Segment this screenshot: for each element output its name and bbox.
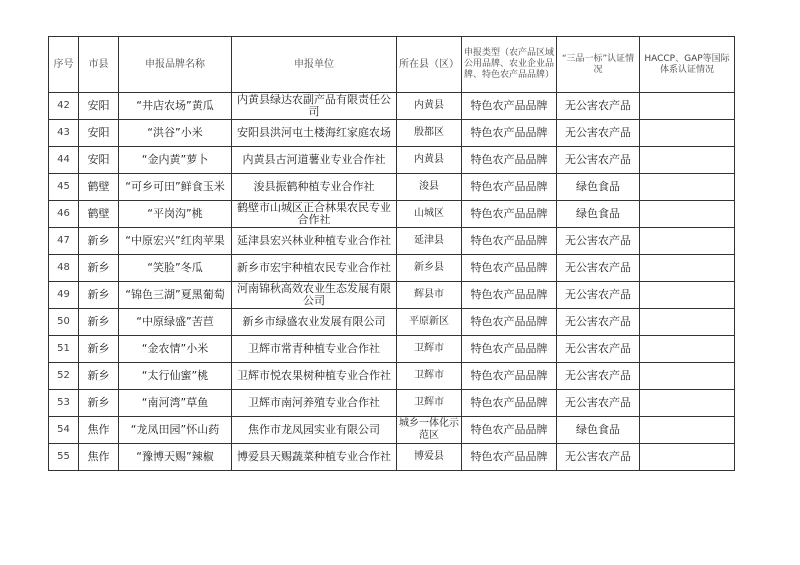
cell-city: 安阳 bbox=[79, 120, 119, 147]
cell-county: 山城区 bbox=[397, 201, 462, 228]
cell-brand: “金农情”小米 bbox=[119, 336, 232, 363]
cell-intl bbox=[640, 363, 735, 390]
cell-unit: 卫辉市南河养殖专业合作社 bbox=[232, 390, 397, 417]
cell-brand: “平岗沟”桃 bbox=[119, 201, 232, 228]
cell-cert: 无公害农产品 bbox=[557, 390, 640, 417]
cell-city: 新乡 bbox=[79, 363, 119, 390]
header-county: 所在县（区） bbox=[397, 37, 462, 93]
cell-unit: 安阳县洪河屯土楼海红家庭农场 bbox=[232, 120, 397, 147]
table-body bbox=[49, 93, 735, 471]
cell-cert: 无公害农产品 bbox=[557, 255, 640, 282]
table-row bbox=[49, 228, 735, 255]
brand-application-table-page bbox=[48, 36, 734, 471]
cell-city: 新乡 bbox=[79, 282, 119, 309]
cell-county: 浚县 bbox=[397, 174, 462, 201]
cell-type: 特色农产品品牌 bbox=[462, 201, 557, 228]
cell-unit: 浚县振鹤种植专业合作社 bbox=[232, 174, 397, 201]
cell-seq: 47 bbox=[49, 228, 79, 255]
table-row bbox=[49, 255, 735, 282]
cell-city: 焦作 bbox=[79, 417, 119, 444]
cell-intl bbox=[640, 174, 735, 201]
cell-city: 新乡 bbox=[79, 336, 119, 363]
header-cert: “三品一标”认证情况 bbox=[557, 37, 640, 93]
cell-county: 卫辉市 bbox=[397, 363, 462, 390]
cell-county: 内黄县 bbox=[397, 147, 462, 174]
cell-seq: 50 bbox=[49, 309, 79, 336]
cell-type: 特色农产品品牌 bbox=[462, 228, 557, 255]
cell-type: 特色农产品品牌 bbox=[462, 417, 557, 444]
table-row bbox=[49, 390, 735, 417]
cell-cert: 无公害农产品 bbox=[557, 309, 640, 336]
cell-cert: 绿色食品 bbox=[557, 201, 640, 228]
cell-unit: 新乡市绿盛农业发展有限公司 bbox=[232, 309, 397, 336]
cell-type: 特色农产品品牌 bbox=[462, 444, 557, 471]
cell-brand: “龙凤田园”怀山药 bbox=[119, 417, 232, 444]
cell-cert: 无公害农产品 bbox=[557, 228, 640, 255]
cell-brand: “南河湾”草鱼 bbox=[119, 390, 232, 417]
cell-cert: 无公害农产品 bbox=[557, 282, 640, 309]
header-unit: 申报单位 bbox=[232, 37, 397, 93]
cell-seq: 46 bbox=[49, 201, 79, 228]
cell-intl bbox=[640, 417, 735, 444]
cell-city: 安阳 bbox=[79, 93, 119, 120]
cell-brand: “可乡可田”鲜食玉米 bbox=[119, 174, 232, 201]
header-brand: 申报品牌名称 bbox=[119, 37, 232, 93]
cell-type: 特色农产品品牌 bbox=[462, 336, 557, 363]
cell-cert: 绿色食品 bbox=[557, 417, 640, 444]
cell-type: 特色农产品品牌 bbox=[462, 147, 557, 174]
table-row bbox=[49, 309, 735, 336]
cell-cert: 绿色食品 bbox=[557, 174, 640, 201]
cell-brand: “中原宏兴”红肉苹果 bbox=[119, 228, 232, 255]
cell-unit: 新乡市宏宇种植农民专业合作社 bbox=[232, 255, 397, 282]
cell-county: 城乡一体化示范区 bbox=[397, 417, 462, 444]
cell-seq: 55 bbox=[49, 444, 79, 471]
cell-county: 殷都区 bbox=[397, 120, 462, 147]
cell-intl bbox=[640, 147, 735, 174]
cell-brand: “豫博天赐”辣椒 bbox=[119, 444, 232, 471]
cell-cert: 无公害农产品 bbox=[557, 336, 640, 363]
cell-intl bbox=[640, 120, 735, 147]
cell-type: 特色农产品品牌 bbox=[462, 93, 557, 120]
cell-type: 特色农产品品牌 bbox=[462, 255, 557, 282]
cell-unit: 卫辉市悦农果树种植专业合作社 bbox=[232, 363, 397, 390]
cell-seq: 44 bbox=[49, 147, 79, 174]
table-row bbox=[49, 282, 735, 309]
cell-intl bbox=[640, 255, 735, 282]
header-intl: HACCP、GAP等国际体系认证情况 bbox=[640, 37, 735, 93]
header-seq: 序号 bbox=[49, 37, 79, 93]
table-row bbox=[49, 174, 735, 201]
cell-county: 平原新区 bbox=[397, 309, 462, 336]
cell-intl bbox=[640, 444, 735, 471]
cell-unit: 焦作市龙凤园实业有限公司 bbox=[232, 417, 397, 444]
cell-cert: 无公害农产品 bbox=[557, 93, 640, 120]
cell-unit: 河南锦秋高效农业生态发展有限公司 bbox=[232, 282, 397, 309]
cell-cert: 无公害农产品 bbox=[557, 120, 640, 147]
cell-brand: “金内黄”萝卜 bbox=[119, 147, 232, 174]
header-type: 申报类型（农产品区域公用品牌、农业企业品牌、特色农产品品牌） bbox=[462, 37, 557, 93]
cell-type: 特色农产品品牌 bbox=[462, 174, 557, 201]
cell-county: 卫辉市 bbox=[397, 336, 462, 363]
cell-brand: “中原绿盛”苦苣 bbox=[119, 309, 232, 336]
table-header-row bbox=[49, 37, 735, 93]
cell-seq: 42 bbox=[49, 93, 79, 120]
cell-intl bbox=[640, 282, 735, 309]
cell-county: 延津县 bbox=[397, 228, 462, 255]
cell-unit: 博爱县天赐蔬菜种植专业合作社 bbox=[232, 444, 397, 471]
cell-intl bbox=[640, 201, 735, 228]
cell-seq: 54 bbox=[49, 417, 79, 444]
table-row bbox=[49, 93, 735, 120]
cell-county: 内黄县 bbox=[397, 93, 462, 120]
cell-county: 博爱县 bbox=[397, 444, 462, 471]
cell-brand: “井店农场”黄瓜 bbox=[119, 93, 232, 120]
cell-intl bbox=[640, 336, 735, 363]
cell-brand: “笑脸”冬瓜 bbox=[119, 255, 232, 282]
cell-unit: 内黄县古河道薯业专业合作社 bbox=[232, 147, 397, 174]
table-row bbox=[49, 417, 735, 444]
cell-city: 新乡 bbox=[79, 228, 119, 255]
cell-unit: 延津县宏兴林业种植专业合作社 bbox=[232, 228, 397, 255]
cell-brand: “锦色三湖”夏黑葡萄 bbox=[119, 282, 232, 309]
cell-type: 特色农产品品牌 bbox=[462, 390, 557, 417]
cell-city: 新乡 bbox=[79, 309, 119, 336]
header-city: 市县 bbox=[79, 37, 119, 93]
cell-seq: 43 bbox=[49, 120, 79, 147]
table-row bbox=[49, 363, 735, 390]
cell-type: 特色农产品品牌 bbox=[462, 363, 557, 390]
cell-city: 焦作 bbox=[79, 444, 119, 471]
cell-intl bbox=[640, 228, 735, 255]
table-row bbox=[49, 444, 735, 471]
table-row bbox=[49, 336, 735, 363]
cell-seq: 45 bbox=[49, 174, 79, 201]
cell-city: 新乡 bbox=[79, 255, 119, 282]
cell-seq: 48 bbox=[49, 255, 79, 282]
cell-county: 卫辉市 bbox=[397, 390, 462, 417]
cell-cert: 无公害农产品 bbox=[557, 147, 640, 174]
cell-city: 鹤壁 bbox=[79, 201, 119, 228]
cell-city: 鹤壁 bbox=[79, 174, 119, 201]
cell-brand: “洪谷”小米 bbox=[119, 120, 232, 147]
cell-seq: 53 bbox=[49, 390, 79, 417]
cell-city: 安阳 bbox=[79, 147, 119, 174]
table-row bbox=[49, 120, 735, 147]
cell-seq: 51 bbox=[49, 336, 79, 363]
cell-county: 辉县市 bbox=[397, 282, 462, 309]
cell-city: 新乡 bbox=[79, 390, 119, 417]
cell-brand: “太行仙蜜”桃 bbox=[119, 363, 232, 390]
cell-county: 新乡县 bbox=[397, 255, 462, 282]
cell-intl bbox=[640, 309, 735, 336]
cell-type: 特色农产品品牌 bbox=[462, 120, 557, 147]
cell-cert: 无公害农产品 bbox=[557, 444, 640, 471]
table-row bbox=[49, 201, 735, 228]
brand-application-table bbox=[48, 36, 735, 471]
table-row bbox=[49, 147, 735, 174]
cell-unit: 内黄县绿达农副产品有限责任公司 bbox=[232, 93, 397, 120]
cell-intl bbox=[640, 93, 735, 120]
cell-unit: 卫辉市常青种植专业合作社 bbox=[232, 336, 397, 363]
cell-seq: 49 bbox=[49, 282, 79, 309]
cell-intl bbox=[640, 390, 735, 417]
cell-type: 特色农产品品牌 bbox=[462, 309, 557, 336]
cell-seq: 52 bbox=[49, 363, 79, 390]
cell-type: 特色农产品品牌 bbox=[462, 282, 557, 309]
cell-unit: 鹤壁市山城区正合林果农民专业合作社 bbox=[232, 201, 397, 228]
cell-cert: 无公害农产品 bbox=[557, 363, 640, 390]
